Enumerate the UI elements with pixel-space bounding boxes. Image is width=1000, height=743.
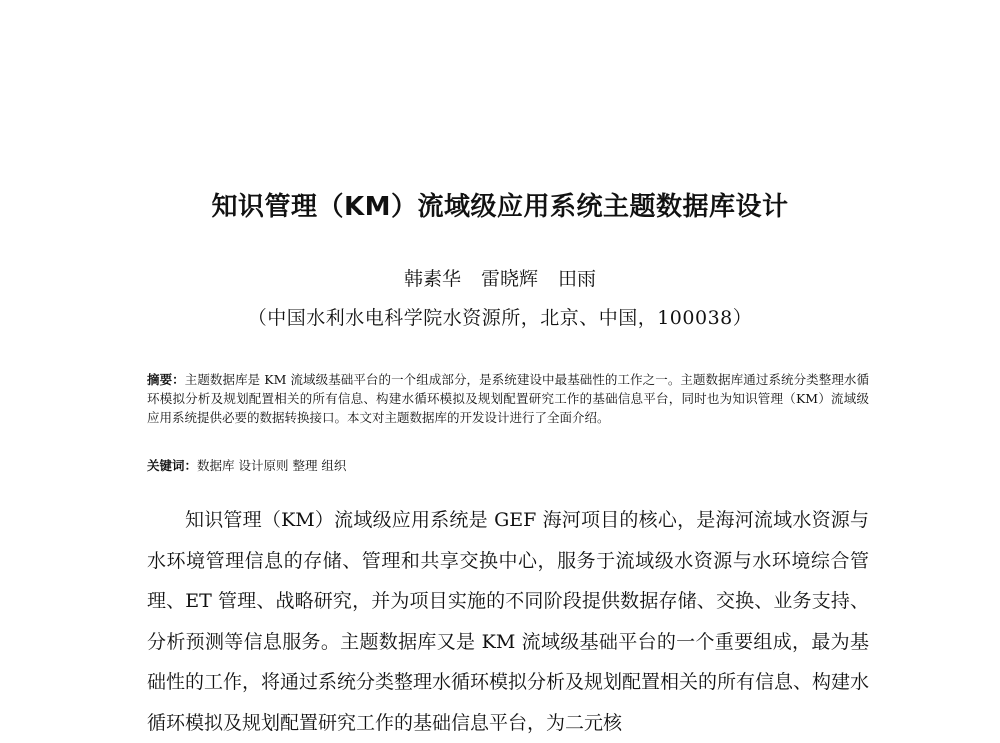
abstract-text: 主题数据库是 KM 流域级基础平台的一个组成部分，是系统建设中最基础性的工作之一。主题数据库通过系统分类整理水循环模拟分析及规划配置相关的所有信息、构建水循环模拟及规划配置研究工作的基础信息平台，同时也为知识管理（KM）流域级应用系统提供必要的数据转换接口。本文对主题数据库的开发设计进行了全面介绍。 [147, 372, 869, 425]
body-paragraph: 知识管理（KM）流域级应用系统是 GEF 海河项目的核心，是海河流域水资源与水环境管理信息的存储、管理和共享交换中心，服务于流域级水资源与水环境综合管理、ET 管理、战略研究，并为项目实施的不同阶段提供数据存储、交换、业务支持、分析预测等信息服务。主题数据库又是 KM 流域级基础平台的一个重要组成，最为基础性的工作，将通过系统分类整理水循环模拟分析及规划配置相关的所有信息、构建水循环模拟及规划配置研究工作的基础信息平台，为二元核 [147, 509, 870, 734]
abstract-label: 摘要： [147, 372, 185, 387]
abstract [147, 370, 869, 427]
author-affiliation: （中国水利水电科学院水资源所，北京、中国，100038） [247, 307, 753, 329]
keywords-label: 关键词： [147, 458, 198, 473]
keywords [147, 456, 869, 475]
author-list: 韩素华 雷晓辉 田雨 [403, 268, 597, 290]
keywords-text: 数据库 设计原则 整理 组织 [197, 458, 347, 473]
paper-title: 知识管理（KM）流域级应用系统主题数据库设计 [211, 192, 789, 222]
